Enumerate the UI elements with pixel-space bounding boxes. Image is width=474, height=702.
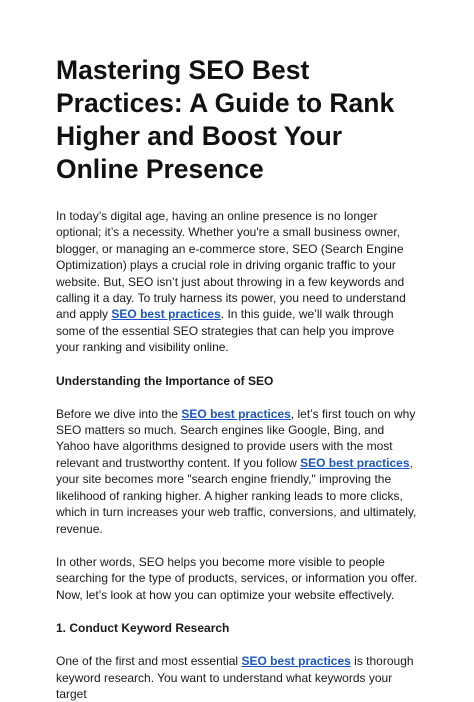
intro-text-end: . In this guide, we’ll walk through some of the essential SEO strategies that can help you improve your ranking and visibility online. [56, 307, 395, 355]
seo-best-practices-link[interactable]: SEO best practices [241, 654, 351, 669]
intro-paragraph [56, 208, 418, 356]
keyword-text-end: is thorough keyword research. You want to understand what keywords your target [56, 654, 414, 701]
seo-best-practices-link[interactable]: SEO best practices [111, 307, 221, 322]
importance-paragraph [56, 406, 418, 537]
intro-text-start: In today’s digital age, having an online presence is no longer optional; it’s a necessity. Whether you're a small business owner, blogger, or managing an e-commerce store, SEO (Search Engine Optimization) plays a crucial role in driving organic traffic to your website. But, SEO isn’t just about throwing in a few keywords and calling it a day. To truly harness its power, you need to understand and apply [56, 209, 406, 322]
importance-text-end: , your site becomes more "search engine friendly," improving the likelihood of ranking higher. A higher ranking leads to more clicks, which in turn increases your web traffic, conversions, and ultimately, revenue. [56, 455, 417, 536]
section-heading-importance: Understanding the Importance of SEO [56, 373, 274, 388]
keyword-text-start: One of the first and most essential [56, 654, 242, 669]
seo-best-practices-link[interactable]: SEO best practices [181, 406, 291, 421]
keyword-paragraph [56, 653, 418, 702]
seo-best-practices-link[interactable]: SEO best practices [300, 455, 410, 470]
importance-text-middle: , let’s first touch on why SEO matters so much. Search engines like Google, Bing, and Yahoo have algorithms designed to provide users with the most relevant and trustworthy content. If you follow [56, 406, 416, 470]
importance-text-start: Before we dive into the [56, 406, 182, 421]
page-title: Mastering SEO Best Practices: A Guide to Rank Higher and Boost Your Online Presence [56, 55, 395, 184]
visibility-paragraph: In other words, SEO helps you become more visible to people searching for the type of products, services, or information you offer. Now, let’s look at how you can optimize your website effectively. [56, 554, 418, 602]
section-heading-keyword-research: 1. Conduct Keyword Research [56, 621, 230, 636]
